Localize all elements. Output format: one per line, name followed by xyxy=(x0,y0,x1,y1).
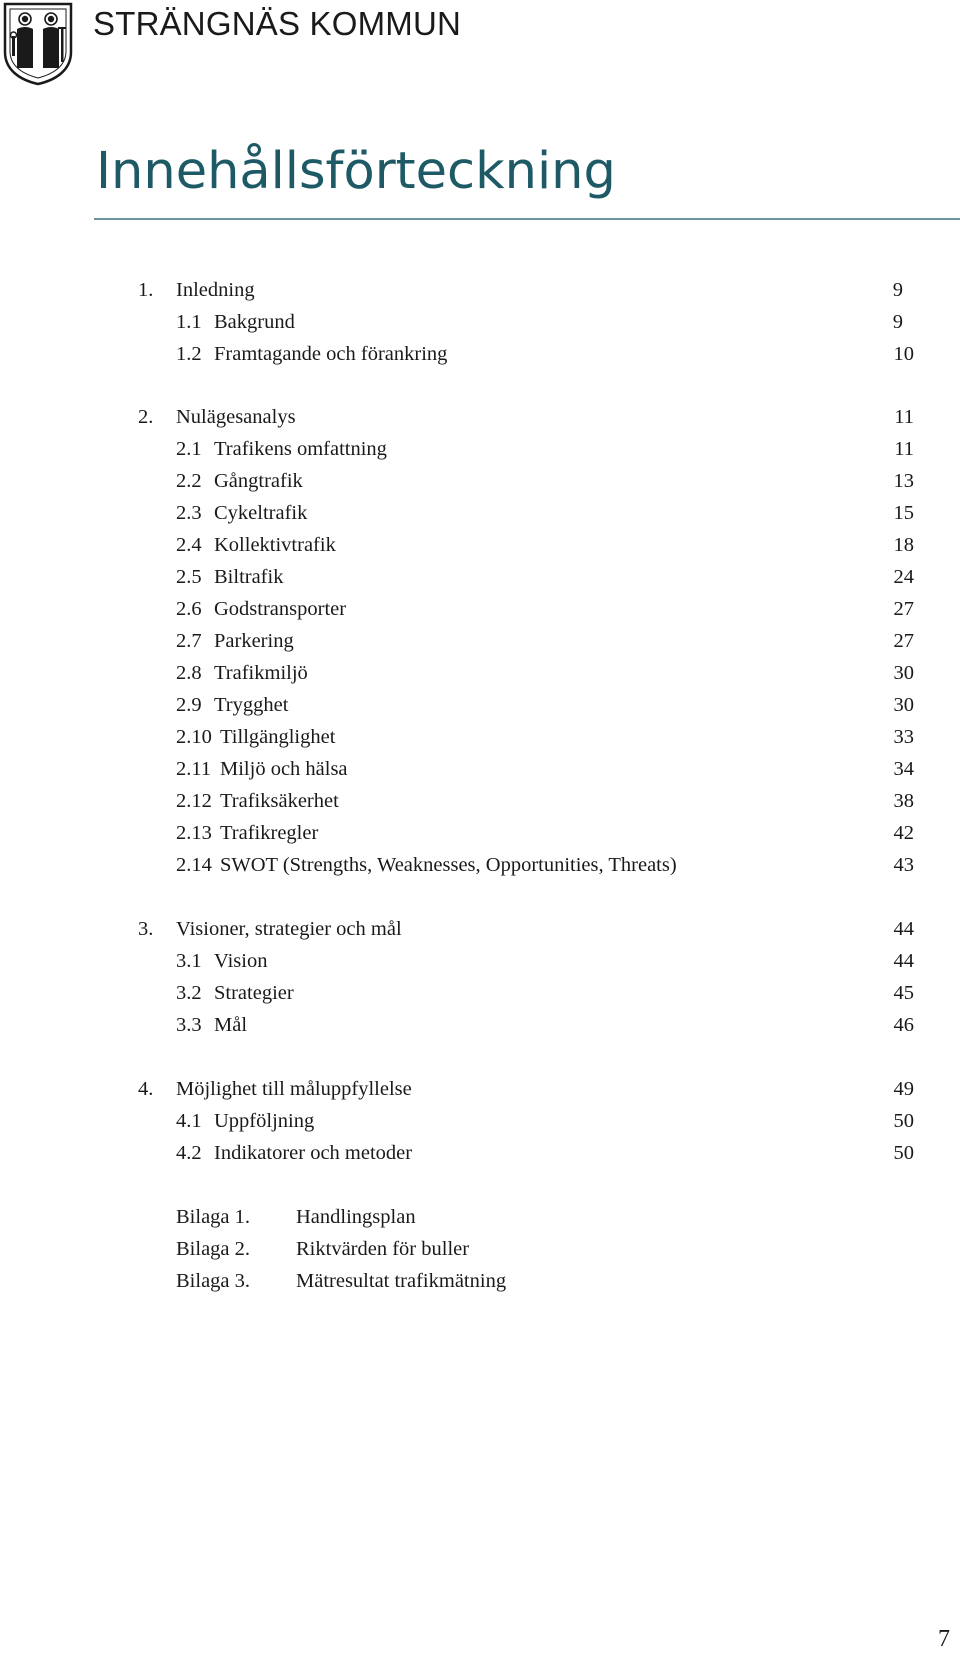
toc-appendix[interactable] xyxy=(0,1266,960,1296)
toc-subsection-number: 2.3 xyxy=(176,502,202,524)
toc-subsection-label: Kollektivtrafik xyxy=(214,534,336,556)
toc-subsection-label: Miljö och hälsa xyxy=(220,758,348,780)
toc-page-number: 9 xyxy=(892,311,903,333)
toc-subsection[interactable] xyxy=(0,754,960,784)
toc-subsection-label: SWOT (Strengths, Weaknesses, Opportunities, Threats) xyxy=(220,854,677,876)
toc-chapter-number: 1. xyxy=(138,279,154,301)
toc-subsection[interactable] xyxy=(0,339,960,369)
toc-page-number: 34 xyxy=(893,758,914,780)
toc-chapter[interactable] xyxy=(0,275,960,305)
toc-subsection-number: 2.10 xyxy=(176,726,212,748)
toc-subsection[interactable] xyxy=(0,594,960,624)
toc-page-number: 24 xyxy=(893,566,914,588)
toc-subsection-number: 2.14 xyxy=(176,854,212,876)
toc-subsection[interactable] xyxy=(0,978,960,1008)
toc-page-number: 10 xyxy=(893,343,914,365)
toc-subsection-label: Indikatorer och metoder xyxy=(214,1142,413,1164)
toc-subsection-label: Vision xyxy=(214,950,268,972)
toc-page-number: 38 xyxy=(893,790,914,812)
toc-page-number: 9 xyxy=(892,279,903,301)
toc-subsection-number: 1.2 xyxy=(176,343,202,365)
toc-subsection-number: 2.9 xyxy=(176,694,202,716)
toc-appendix-number: Bilaga 3. xyxy=(176,1270,251,1292)
toc-subsection-label: Biltrafik xyxy=(214,566,284,588)
toc-subsection-label: Trafikens omfattning xyxy=(214,438,387,460)
toc-subsection[interactable] xyxy=(0,1010,960,1040)
toc-subsection-number: 1.1 xyxy=(176,311,202,333)
toc-chapter-label: Möjlighet till måluppfyllelse xyxy=(176,1078,412,1100)
toc-page-number: 33 xyxy=(893,726,914,748)
toc-subsection-label: Bakgrund xyxy=(214,311,295,333)
municipality-name: STRÄNGNÄS KOMMUN xyxy=(93,5,462,42)
toc-page-number: 43 xyxy=(893,854,914,876)
toc-page-number: 44 xyxy=(893,918,914,940)
toc-subsection[interactable] xyxy=(0,658,960,688)
toc-subsection-number: 4.1 xyxy=(176,1110,202,1132)
toc-chapter-number: 3. xyxy=(138,918,154,940)
toc-chapter-label: Nulägesanalys xyxy=(176,406,296,428)
toc-subsection[interactable] xyxy=(0,786,960,816)
toc-subsection[interactable] xyxy=(0,466,960,496)
page-number: 7 xyxy=(938,1626,950,1652)
toc-subsection-label: Mål xyxy=(214,1014,248,1036)
toc-appendix-number: Bilaga 2. xyxy=(176,1238,251,1260)
toc-appendix-label: Riktvärden för buller xyxy=(296,1238,470,1260)
toc-subsection-number: 2.5 xyxy=(176,566,202,588)
toc-subsection-number: 3.3 xyxy=(176,1014,202,1036)
toc-subsection-label: Tillgänglighet xyxy=(220,726,336,748)
toc-subsection-number: 2.11 xyxy=(176,758,212,780)
toc-subsection-number: 2.2 xyxy=(176,470,202,492)
toc-page-number: 30 xyxy=(893,694,914,716)
toc-subsection-label: Trafikregler xyxy=(220,822,319,844)
toc-subsection-number: 2.7 xyxy=(176,630,202,652)
toc-page-number: 50 xyxy=(893,1142,914,1164)
toc-page-number: 11 xyxy=(894,438,914,460)
toc-chapter[interactable] xyxy=(0,402,960,432)
toc-subsection-label: Strategier xyxy=(214,982,294,1004)
toc-subsection-number: 2.4 xyxy=(176,534,202,556)
toc-subsection-label: Cykeltrafik xyxy=(214,502,308,524)
toc-chapter-number: 4. xyxy=(138,1078,154,1100)
toc-subsection-number: 3.2 xyxy=(176,982,202,1004)
toc-page-number: 49 xyxy=(893,1078,914,1100)
toc-subsection[interactable] xyxy=(0,690,960,720)
toc-chapter-label: Visioner, strategier och mål xyxy=(176,918,402,940)
toc-subsection[interactable] xyxy=(0,498,960,528)
toc-appendix-label: Mätresultat trafikmätning xyxy=(296,1270,507,1292)
toc-subsection-label: Framtagande och förankring xyxy=(214,343,448,365)
toc-appendix-label: Handlingsplan xyxy=(296,1206,416,1228)
toc-subsection[interactable] xyxy=(0,946,960,976)
toc-subsection-number: 3.1 xyxy=(176,950,202,972)
toc-subsection[interactable] xyxy=(0,818,960,848)
toc-subsection-number: 2.13 xyxy=(176,822,212,844)
toc-chapter-number: 2. xyxy=(138,406,154,428)
toc-page-number: 30 xyxy=(893,662,914,684)
toc-subsection-label: Godstransporter xyxy=(214,598,347,620)
toc-page-number: 44 xyxy=(893,950,914,972)
toc-subsection-number: 2.6 xyxy=(176,598,202,620)
toc-page-number: 46 xyxy=(893,1014,914,1036)
toc-appendix[interactable] xyxy=(0,1202,960,1232)
toc-page-number: 13 xyxy=(893,470,914,492)
toc-page-number: 50 xyxy=(893,1110,914,1132)
toc-chapter[interactable] xyxy=(0,1074,960,1104)
toc-appendix-number: Bilaga 1. xyxy=(176,1206,251,1228)
toc-subsection-number: 2.1 xyxy=(176,438,202,460)
toc-subsection-label: Trygghet xyxy=(214,694,289,716)
toc-subsection[interactable] xyxy=(0,307,960,337)
toc-subsection[interactable] xyxy=(0,850,960,880)
page-title: Innehållsförteckning xyxy=(96,142,616,201)
toc-subsection[interactable] xyxy=(0,1138,960,1168)
toc-subsection[interactable] xyxy=(0,530,960,560)
toc-subsection-number: 2.12 xyxy=(176,790,212,812)
toc-subsection-label: Trafikmiljö xyxy=(214,662,308,684)
toc-page-number: 42 xyxy=(893,822,914,844)
toc-subsection-number: 2.8 xyxy=(176,662,202,684)
toc-chapter-label: Inledning xyxy=(176,279,255,301)
toc-page-number: 27 xyxy=(893,598,914,620)
toc-subsection-label: Uppföljning xyxy=(214,1110,315,1132)
toc-page-number: 27 xyxy=(893,630,914,652)
toc-subsection[interactable] xyxy=(0,626,960,656)
toc-subsection-number: 4.2 xyxy=(176,1142,202,1164)
toc-subsection-label: Parkering xyxy=(214,630,294,652)
toc-appendix[interactable] xyxy=(0,1234,960,1264)
toc-chapter[interactable] xyxy=(0,914,960,944)
toc-subsection[interactable] xyxy=(0,562,960,592)
toc-subsection-label: Trafiksäkerhet xyxy=(220,790,339,812)
toc-subsection[interactable] xyxy=(0,722,960,752)
toc-page-number: 18 xyxy=(893,534,914,556)
toc-page-number: 15 xyxy=(893,502,914,524)
toc-subsection-label: Gångtrafik xyxy=(214,470,303,492)
toc-subsection[interactable] xyxy=(0,434,960,464)
toc-page-number: 11 xyxy=(894,406,914,428)
toc-page-number: 45 xyxy=(893,982,914,1004)
toc-subsection[interactable] xyxy=(0,1106,960,1136)
